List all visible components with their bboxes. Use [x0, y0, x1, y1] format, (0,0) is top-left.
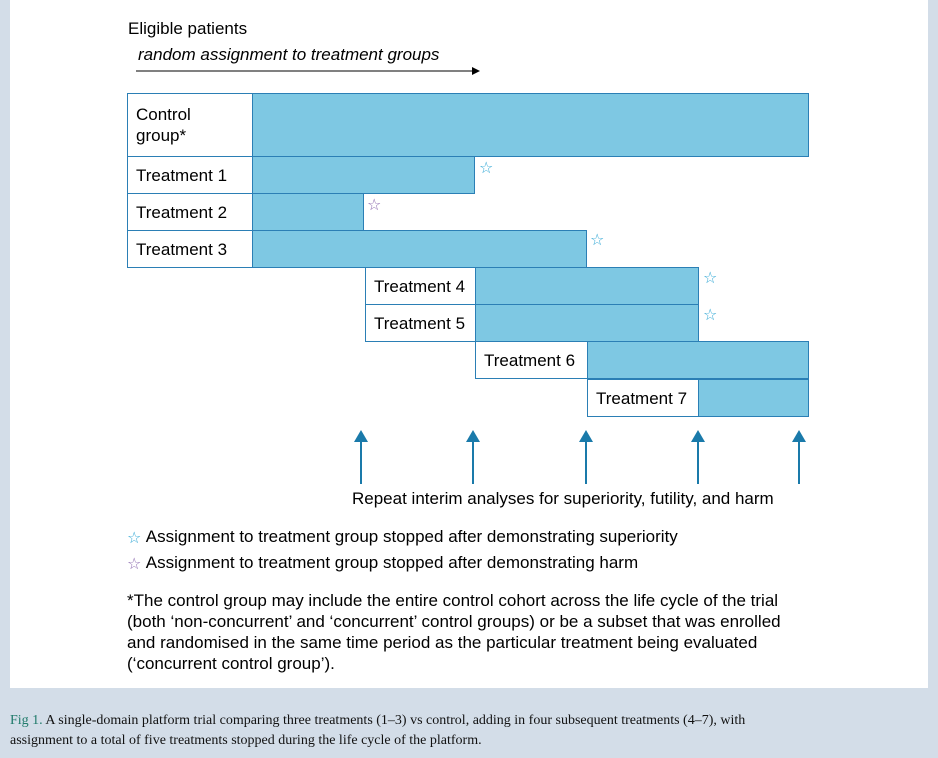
- treatment-2-label: Treatment 2: [127, 193, 253, 231]
- figure-panel: [10, 0, 928, 688]
- figure-label: Fig 1.: [10, 713, 43, 728]
- figure-caption: [10, 711, 928, 751]
- control-group-footnote: [127, 590, 781, 674]
- random-assignment-subtitle: random assignment to treatment groups: [138, 45, 440, 64]
- control-group-label-line2: group*: [136, 126, 187, 145]
- harm-star-icon: ☆: [127, 554, 142, 573]
- footnote-line: and randomised in the same time period as the particular treatment being evaluated: [127, 633, 758, 652]
- legend-harm-text: Assignment to treatment group stopped after demonstrating harm: [145, 553, 639, 572]
- treatment-5-label: Treatment 5: [365, 304, 476, 342]
- treatment-1-bar: [252, 156, 475, 194]
- caption-line2: assignment to a total of five treatments stopped during the life cycle of the platform.: [10, 733, 482, 748]
- control-group-bar: [252, 93, 809, 157]
- treatment-4-bar: [475, 267, 699, 305]
- treatment-4-label: Treatment 4: [365, 267, 476, 305]
- treatment-6-label: Treatment 6: [475, 341, 588, 379]
- caption-text: A single-domain platform trial comparing three treatments (1–3) vs control, adding in four subsequent treatments (4–7), with: [42, 713, 746, 728]
- footnote-line: (both ‘non-concurrent’ and ‘concurrent’ control groups) or be a subset that was enrolled: [127, 612, 781, 631]
- interim-analysis-arrows: [10, 428, 928, 484]
- interim-analyses-label: Repeat interim analyses for superiority, futility, and harm: [352, 489, 774, 508]
- superiority-star-icon: ☆: [479, 158, 494, 177]
- treatment-7-bar: [698, 379, 809, 417]
- control-group-label: [127, 93, 253, 157]
- caption-line1: [10, 711, 928, 731]
- footnote-line: (‘concurrent control group’).: [127, 654, 335, 673]
- harm-star-icon: ☆: [367, 195, 382, 214]
- legend-superiority-text: Assignment to treatment group stopped after demonstrating superiority: [145, 527, 678, 546]
- treatment-7-label: Treatment 7: [587, 379, 699, 417]
- superiority-star-icon: ☆: [127, 528, 142, 547]
- treatment-5-bar: [475, 304, 699, 342]
- treatment-3-bar: [252, 230, 587, 268]
- superiority-star-icon: ☆: [590, 230, 605, 249]
- eligible-patients-title: Eligible patients: [128, 19, 248, 38]
- treatment-6-bar: [587, 341, 809, 379]
- footnote-line: *The control group may include the entire control cohort across the life cycle of the trial: [127, 591, 779, 610]
- time-arrow: [136, 64, 481, 78]
- legend-superiority: [127, 526, 678, 547]
- superiority-star-icon: ☆: [703, 305, 718, 324]
- superiority-star-icon: ☆: [703, 268, 718, 287]
- legend-harm: [127, 552, 638, 573]
- treatment-2-bar: [252, 193, 364, 231]
- treatment-3-label: Treatment 3: [127, 230, 253, 268]
- control-group-label-line1: Control: [136, 105, 191, 124]
- treatment-1-label: Treatment 1: [127, 156, 253, 194]
